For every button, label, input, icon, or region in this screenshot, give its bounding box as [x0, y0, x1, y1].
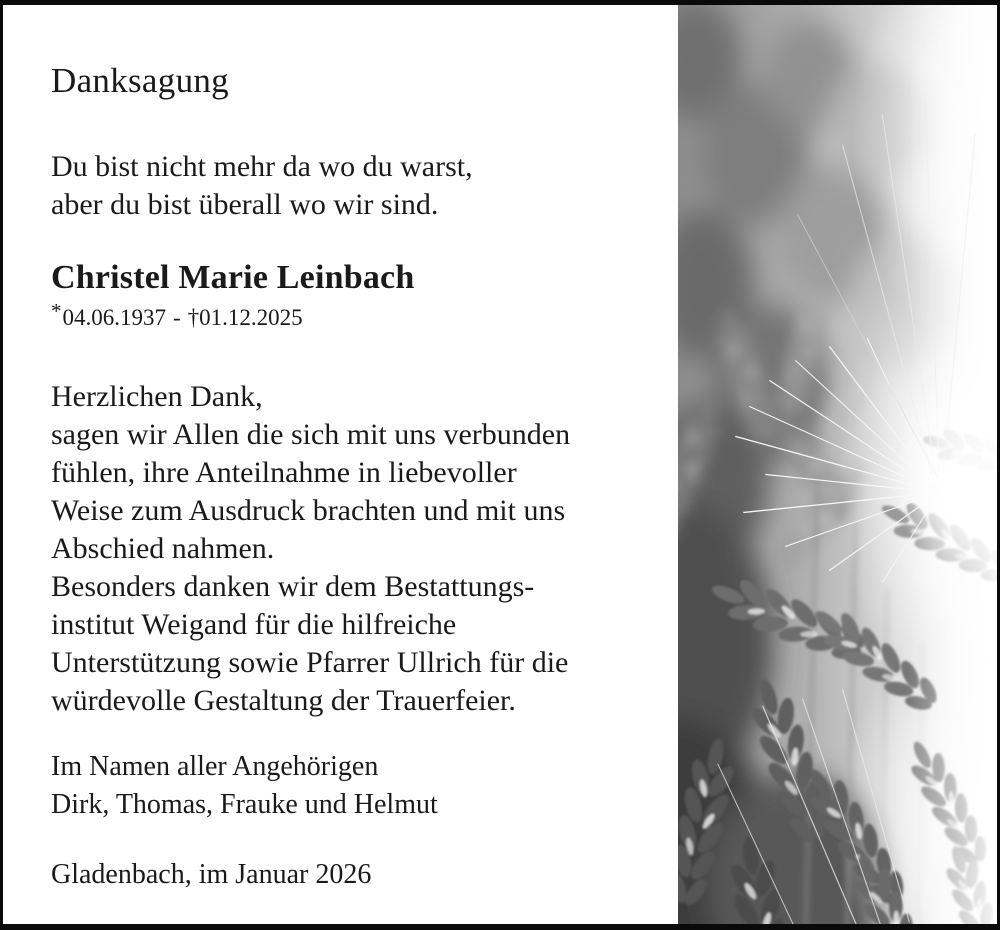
deceased-name: Christel Marie Leinbach: [51, 259, 415, 296]
epigraph-line: Du bist nicht mehr da wo du warst,: [51, 150, 473, 183]
death-date: 01.12.2025: [199, 305, 303, 331]
family-block: [51, 748, 654, 824]
epigraph: [51, 148, 654, 224]
death-symbol: †: [187, 305, 200, 331]
thanks-line: Herzlichen Dank,: [51, 380, 263, 414]
family-attribution-line: Im Namen aller Angehörigen: [51, 751, 379, 783]
thanks-line: Abschied nahmen.: [51, 532, 275, 566]
thanks-paragraph: [51, 378, 654, 720]
family-names-line: Dirk, Thomas, Frauke und Helmut: [51, 789, 438, 821]
thanks-line: institut Weigand für die hilfreiche: [51, 608, 457, 642]
thanks-line: sagen wir Allen die sich mit uns verbunden: [51, 418, 571, 452]
notice-text-column: [3, 5, 678, 924]
notice-title: Danksagung: [51, 61, 229, 100]
place-date-line: Gladenbach, im Januar 2026: [51, 859, 372, 891]
thanks-line: Besonders danken wir dem Bestattungs-: [51, 570, 535, 604]
wheat-ears-photo: [678, 5, 997, 924]
thanks-line: Weise zum Ausdruck brachten und mit uns: [51, 494, 566, 528]
photo-column: [678, 5, 997, 924]
thanks-line: fühlen, ihre Anteilnahme in liebevoller: [51, 456, 517, 490]
birth-symbol: *: [51, 299, 62, 324]
thanks-line: würdevolle Gestaltung der Trauerfeier.: [51, 684, 516, 718]
thanks-line: Unterstützung sowie Pfarrer Ullrich für die: [51, 646, 569, 680]
life-dates: [51, 299, 654, 332]
date-separator: -: [173, 305, 181, 331]
birth-date: 04.06.1937: [62, 305, 166, 331]
epigraph-line: aber du bist überall wo wir sind.: [51, 188, 439, 221]
